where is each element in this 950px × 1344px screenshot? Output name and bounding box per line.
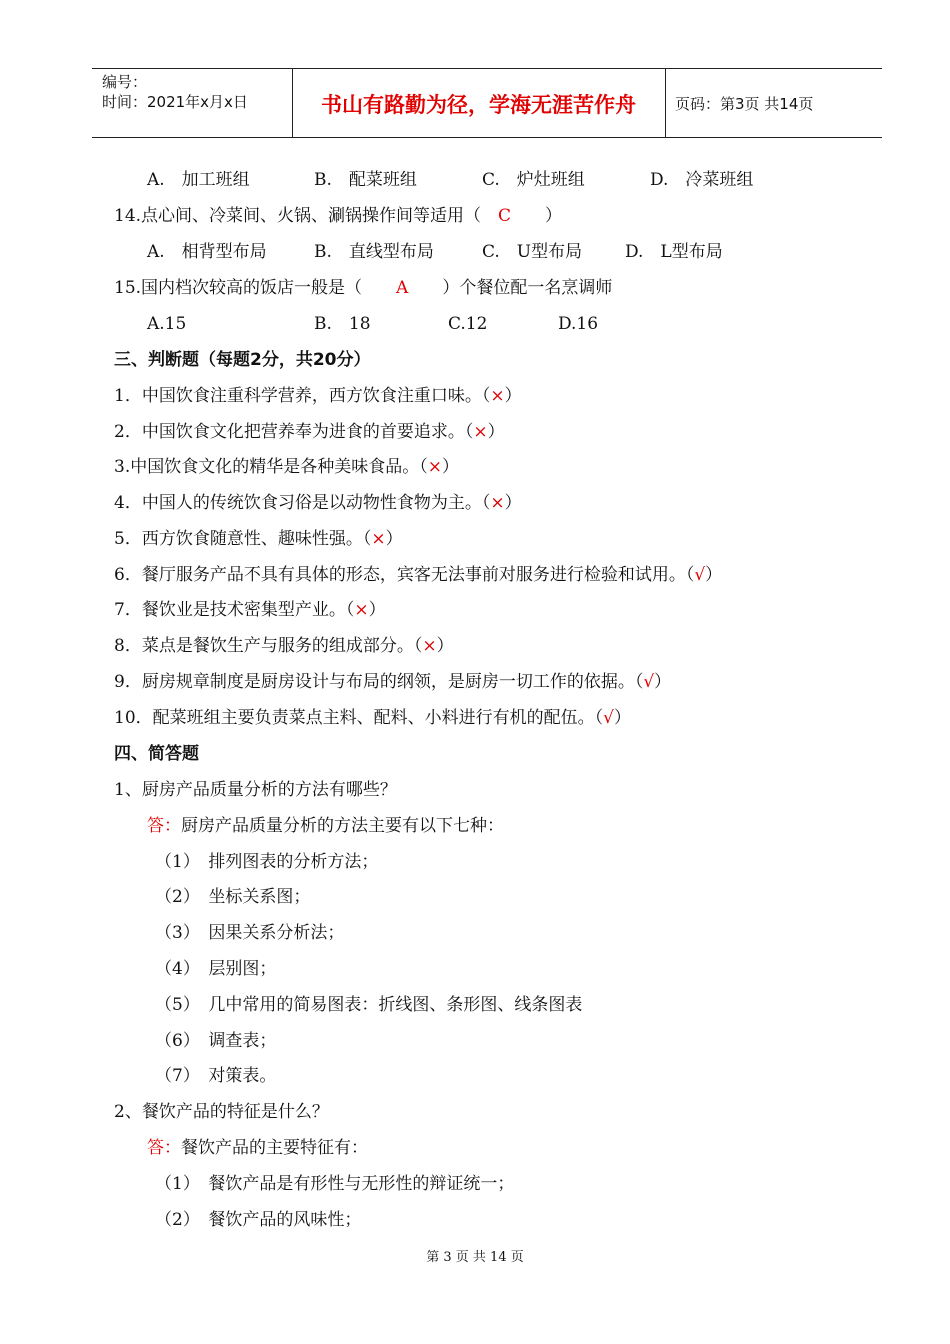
tf-item-close: ） — [441, 457, 459, 477]
tf-item-text: 5．西方饮食随意性、趣味性强。（ — [114, 529, 372, 549]
tf-item — [114, 455, 459, 479]
tf-item-text: 2．中国饮食文化把营养奉为进食的首要追求。（ — [114, 422, 474, 442]
tf-item-close: ） — [487, 422, 505, 442]
tf-item — [114, 670, 671, 694]
section3-title: 三、判断题（每题2分，共20分） — [114, 350, 371, 370]
list-item: （2） 坐标关系图； — [155, 887, 311, 907]
q15-question — [114, 276, 612, 300]
tf-item-text: 8．菜点是餐饮生产与服务的组成部分。（ — [114, 636, 423, 656]
tf-item — [114, 598, 386, 622]
tf-item-text: 3.中国饮食文化的精华是各种美味食品。（ — [114, 457, 428, 477]
q13-option-d: D. 冷菜班组 — [650, 170, 754, 190]
sa2-question: 2、餐饮产品的特征是什么？ — [114, 1102, 329, 1122]
q15-option-b: B. 18 — [314, 314, 371, 334]
q13-option-c: C. 炉灶班组 — [482, 170, 585, 190]
tf-item-answer: √ — [603, 708, 614, 728]
q14-option-b: B. 直线型布局 — [314, 242, 434, 262]
q15-answer: A — [396, 278, 409, 298]
tf-item-text: 9．厨房规章制度是厨房设计与布局的纲领，是厨房一切工作的依据。（ — [114, 672, 644, 692]
tf-item-close: ） — [504, 493, 522, 513]
sa1-answer — [147, 814, 504, 838]
list-item: （5） 几中常用的简易图表：折线图、条形图、线条图表 — [155, 995, 583, 1015]
list-item: （3） 因果关系分析法； — [155, 923, 345, 943]
tf-item — [114, 706, 631, 730]
tf-item-text: 7．餐饮业是技术密集型产业。（ — [114, 600, 355, 620]
sa1-answer-text: 厨房产品质量分析的方法主要有以下七种： — [181, 816, 504, 836]
tf-item-answer: × — [371, 529, 386, 549]
list-item: （1） 餐饮产品是有形性与无形性的辩证统一； — [155, 1174, 515, 1194]
tf-item-close: ） — [385, 529, 403, 549]
tf-item — [114, 384, 522, 408]
q15-option-d: D.16 — [558, 314, 599, 334]
tf-item-close: ） — [705, 565, 723, 585]
tf-item — [114, 420, 505, 444]
tf-item — [114, 491, 522, 515]
q15-option-a: A.15 — [147, 314, 187, 334]
section4-title: 四、简答题 — [114, 744, 199, 764]
header-middle-cell — [292, 69, 666, 137]
tf-item-answer: × — [490, 386, 505, 406]
sa2-answer — [147, 1136, 368, 1160]
list-item: （7） 对策表。 — [155, 1066, 277, 1086]
list-item: （6） 调查表； — [155, 1031, 277, 1051]
sa1-answer-label: 答： — [147, 816, 181, 836]
q14-option-c: C. U型布局 — [482, 242, 583, 262]
tf-item-close: ） — [368, 600, 386, 620]
tf-item-answer: × — [354, 600, 369, 620]
q14-question — [114, 204, 562, 228]
tf-item-answer: × — [422, 636, 437, 656]
list-item: （4） 层别图； — [155, 959, 277, 979]
sa1-question: 1、厨房产品质量分析的方法有哪些？ — [114, 780, 397, 800]
q14-option-a: A. 相背型布局 — [147, 242, 267, 262]
tf-item-answer: √ — [643, 672, 655, 692]
q15-close: ）个餐位配一名烹调师 — [408, 278, 613, 298]
tf-item-close: ） — [654, 672, 672, 692]
q15-option-c: C.12 — [448, 314, 488, 334]
q13-option-a: A. 加工班组 — [147, 170, 250, 190]
tf-item-answer: √ — [694, 565, 706, 585]
page-footer: 第 3 页 共 14 页 — [426, 1250, 524, 1265]
tf-item — [114, 563, 722, 587]
tf-item-text: 10．配菜班组主要负责菜点主料、配料、小料进行有机的配伍。（ — [114, 708, 604, 728]
sa2-answer-label: 答： — [147, 1138, 181, 1158]
tf-item-text: 4．中国人的传统饮食习俗是以动物性食物为主。（ — [114, 493, 491, 513]
header-left-cell — [92, 69, 293, 137]
q14-answer: C — [498, 206, 512, 226]
tf-item-answer: × — [427, 457, 442, 477]
tf-item-close: ） — [613, 708, 631, 728]
list-item: （2） 餐饮产品的风味性； — [155, 1210, 362, 1230]
header-time: 时间：2021年x月x日 — [102, 93, 248, 111]
tf-item-text: 6．餐厅服务产品不具有具体的形态，宾客无法事前对服务进行检验和试用。（ — [114, 565, 695, 585]
tf-item-close: ） — [436, 636, 454, 656]
tf-item-answer: × — [473, 422, 488, 442]
header-code-label: 编号： — [102, 73, 148, 91]
tf-item — [114, 527, 403, 551]
q14-text: 14.点心间、冷菜间、火锅、涮锅操作间等适用（ — [114, 206, 499, 226]
page-header — [92, 68, 882, 138]
sa2-answer-text: 餐饮产品的主要特征有： — [181, 1138, 368, 1158]
q14-option-d: D. L型布局 — [625, 242, 723, 262]
tf-item-text: 1．中国饮食注重科学营养，西方饮食注重口味。（ — [114, 386, 491, 406]
tf-item — [114, 634, 454, 658]
header-page-number: 页码：第3页 共14页 — [675, 95, 814, 113]
q14-close: ） — [511, 206, 563, 226]
q13-option-b: B. 配菜班组 — [314, 170, 417, 190]
tf-item-close: ） — [504, 386, 522, 406]
header-right-cell — [665, 69, 882, 137]
q15-text: 15.国内档次较高的饭店一般是（ — [114, 278, 397, 298]
tf-item-answer: × — [490, 493, 505, 513]
list-item: （1） 排列图表的分析方法； — [155, 852, 379, 872]
header-motto: 书山有路勤为径，学海无涯苦作舟 — [321, 93, 636, 117]
